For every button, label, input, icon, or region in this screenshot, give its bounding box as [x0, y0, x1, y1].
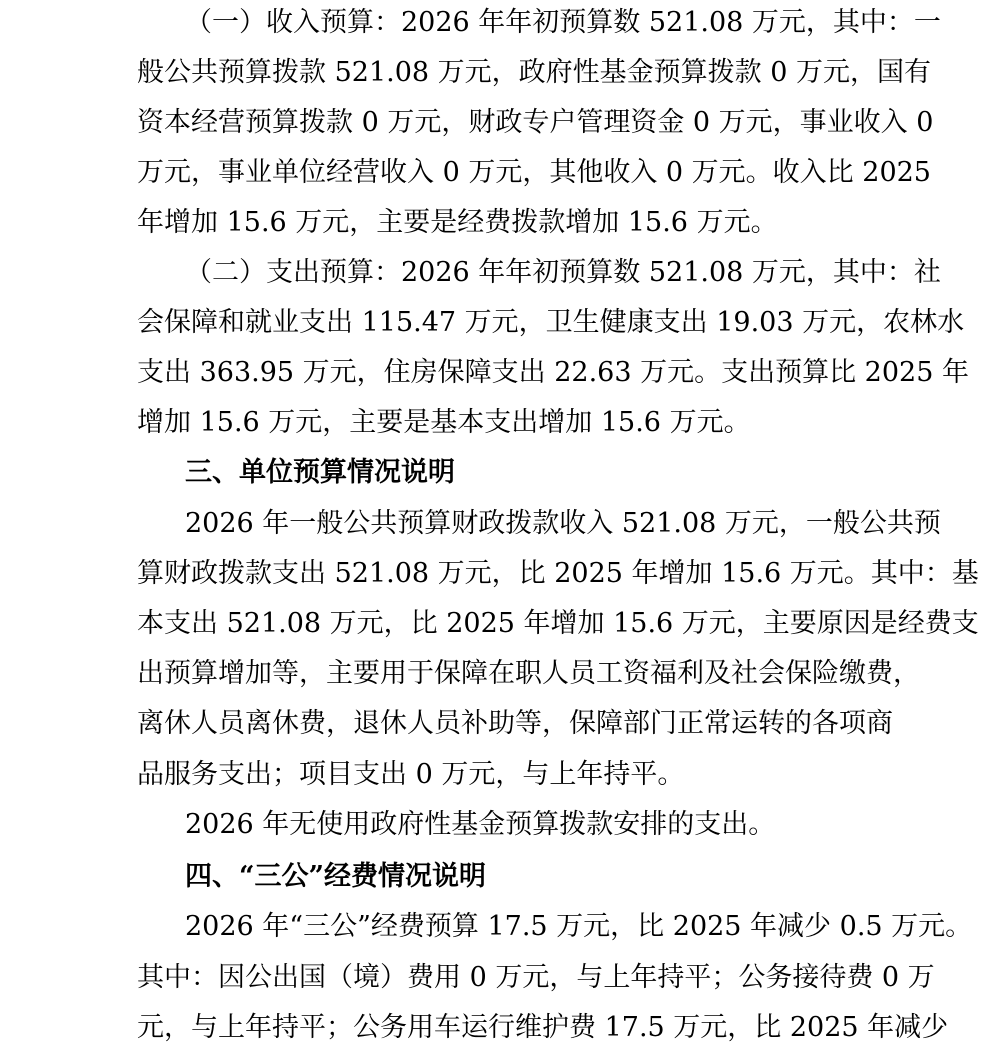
text-line: 2026 年“三公”经费预算 17.5 万元，比 2025 年减少 0.5 万元。 [185, 911, 973, 942]
section-heading: 四、“三公”经费情况说明 [185, 861, 487, 892]
text-line: 支出 363.95 万元，住房保障支出 22.63 万元。支出预算比 2025 年 [137, 357, 969, 388]
text-line: 出预算增加等，主要用于保障在职人员工资福利及社会保险缴费， [137, 658, 920, 689]
text-line: 2026 年一般公共预算财政拨款收入 521.08 万元，一般公共预 [185, 508, 941, 539]
text-line: 增加 15.6 万元，主要是基本支出增加 15.6 万元。 [137, 407, 751, 438]
gov-fund-paragraph: 2026 年无使用政府性基金预算拨款安排的支出。 [185, 809, 776, 840]
text-line: 元，与上年持平；公务用车运行维护费 17.5 万元，比 2025 年减少 [137, 1012, 949, 1043]
text-line: 本支出 521.08 万元，比 2025 年增加 15.6 万元，主要原因是经费支 [137, 608, 979, 639]
text-line: 算财政拨款支出 521.08 万元，比 2025 年增加 15.6 万元。其中：基 [137, 558, 979, 589]
section-heading: 三、单位预算情况说明 [185, 457, 455, 488]
text-line: 离休人员离休费，退休人员补助等，保障部门正常运转的各项商 [137, 708, 893, 739]
text-line: 品服务支出；项目支出 0 万元，与上年持平。 [137, 759, 685, 790]
text-line: （二）支出预算：2026 年年初预算数 521.08 万元，其中：社 [185, 257, 941, 288]
text-line: 其中：因公出国（境）费用 0 万元，与上年持平；公务接待费 0 万 [137, 962, 935, 993]
text-line: 年增加 15.6 万元，主要是经费拨款增加 15.6 万元。 [137, 207, 778, 238]
text-line: 般公共预算拨款 521.08 万元，政府性基金预算拨款 0 万元，国有 [137, 57, 931, 88]
text-line: 资本经营预算拨款 0 万元，财政专户管理资金 0 万元，事业收入 0 [137, 107, 934, 138]
text-line: 万元，事业单位经营收入 0 万元，其他收入 0 万元。收入比 2025 [137, 157, 931, 188]
text-line: （一）收入预算：2026 年年初预算数 521.08 万元，其中：一 [185, 7, 941, 38]
text-line: 会保障和就业支出 115.47 万元，卫生健康支出 19.03 万元，农林水 [137, 307, 965, 338]
